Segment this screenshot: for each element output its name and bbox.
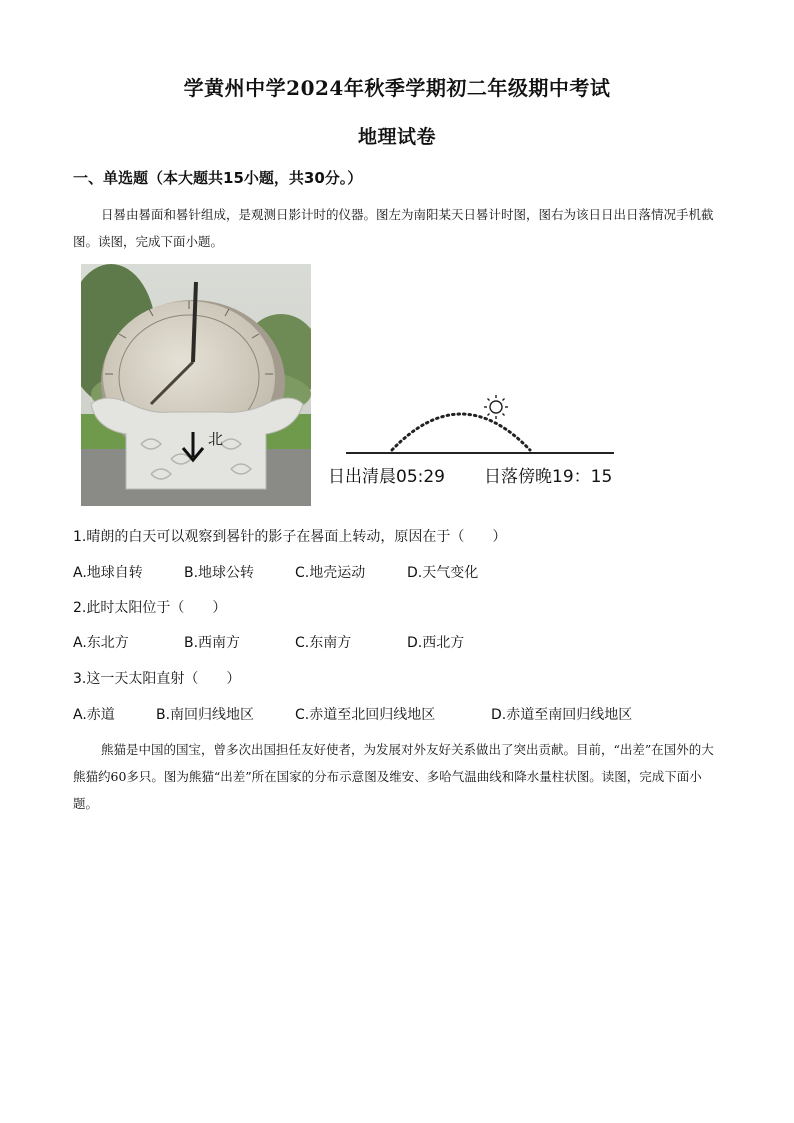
exam-subtitle: 地理试卷 [357,126,436,148]
question-2-stem: 2.此时太阳位于（ ） [73,600,227,616]
q3-option-c[interactable]: C.赤道至北回归线地区 [295,707,436,723]
intro-paragraph-panda: 熊猫是中国的国宝，曾多次出国担任友好使者，为发展对外友好关系做出了突出贡献。目前，“出差”在国外的大熊猫约60多只。图为熊猫“出差”所在国家的分布示意图及维安、多哈气温曲线和降水量柱状图。读图，完成下面小题。 [73,742,714,811]
q2-option-d[interactable]: D.西北方 [407,635,465,651]
q2-option-b[interactable]: B.西南方 [184,635,241,651]
q2-option-c[interactable]: C.东南方 [295,635,352,651]
sunrise-label: 日出清晨05:29 [328,467,445,487]
q3-option-b[interactable]: B.南回归线地区 [156,707,255,723]
intro-paragraph-sundial: 日晷由晷面和晷针组成，是观测日影计时的仪器。图左为南阳某天日晷计时图，图右为该日日出日落情况手机截图。读图，完成下面小题。 [73,207,714,249]
q1-option-a[interactable]: A.地球自转 [73,565,143,581]
section-heading: 一、单选题（本大题共15小题，共30分。） [73,169,363,187]
exam-title: 学黄州中学2024年秋季学期初二年级期中考试 [183,76,611,100]
q1-option-d[interactable]: D.天气变化 [407,565,479,581]
sundial-photo [81,264,311,506]
q1-option-b[interactable]: B.地球公转 [184,565,255,581]
north-label: 北 [208,430,224,448]
q3-option-a[interactable]: A.赤道 [73,707,115,723]
sun-icon [484,395,508,419]
q2-option-a[interactable]: A.东北方 [73,635,129,651]
q1-option-c[interactable]: C.地壳运动 [295,565,366,581]
sunset-label: 日落傍晚19：15 [484,467,613,487]
q3-option-d[interactable]: D.赤道至南回归线地区 [491,707,633,723]
question-1-stem: 1.晴朗的白天可以观察到晷针的影子在晷面上转动，原因在于（ ） [73,529,507,545]
question-3-stem: 3.这一天太阳直射（ ） [73,671,241,687]
